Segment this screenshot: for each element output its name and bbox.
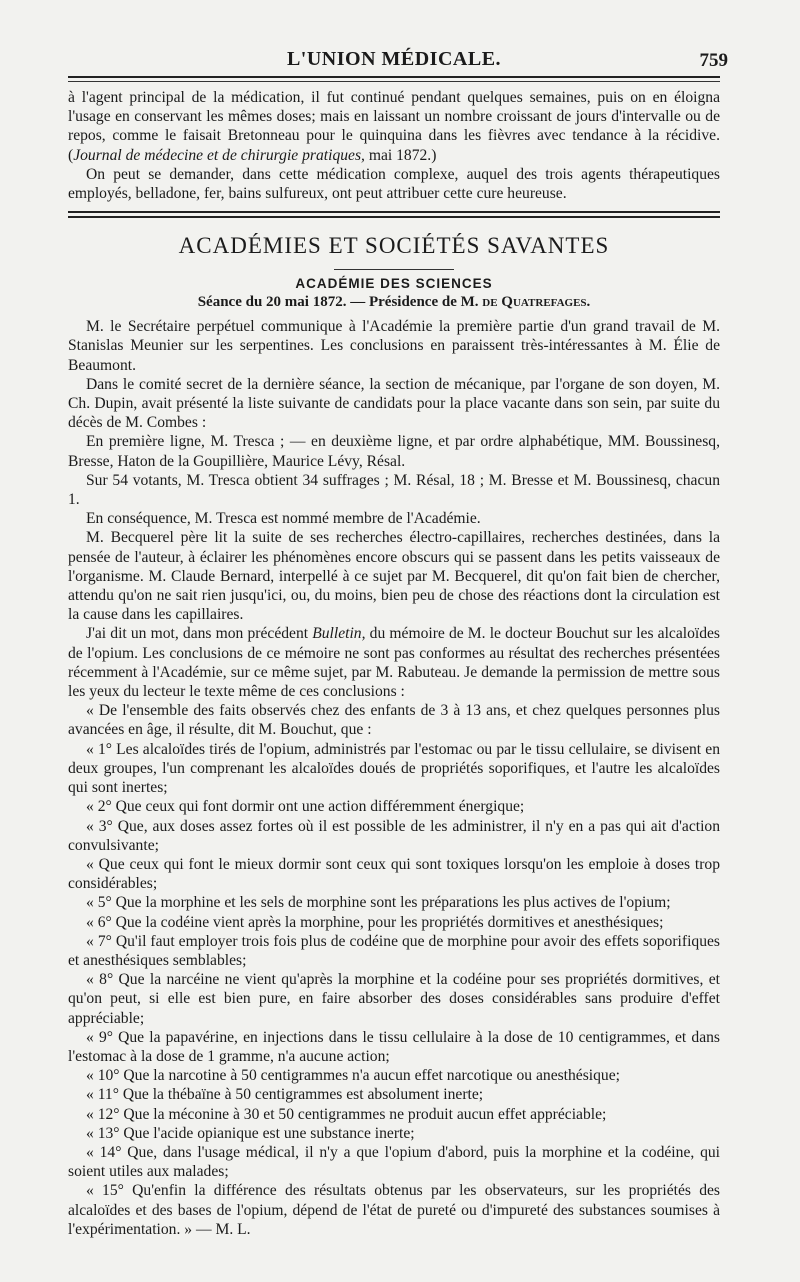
conclusion-item: « 1° Les alcaloïdes tirés de l'opium, administrés par l'estomac ou par le tissu cellulaire, se divisent en deux groupes, l'un comprenant les alcaloïdes doués de propriétés soporifiques, et l'autre les alcaloïdes qui sont inertes; xyxy=(68,740,720,797)
section-divider xyxy=(68,211,720,221)
bulletin-citation: Bulletin, xyxy=(312,625,366,643)
conclusion-item: « 11° Que la thébaïne à 50 centigrammes est absolument inerte; xyxy=(86,1086,484,1104)
conclusion-item: « 14° Que, dans l'usage médical, il n'y a que l'opium d'abord, puis la morphine et la codéine, qui soient utiles aux malades; xyxy=(68,1143,720,1181)
header-rule-thin xyxy=(68,81,720,82)
body-paragraph-1: M. le Secrétaire perpétuel communique à l'Académie la première partie d'un grand travail de M. Stanislas Meunier sur les serpentines. Les conclusions en paraissent très-intéressantes à M. Élie de Beaumont. xyxy=(68,318,720,374)
journal-title: L'UNION MÉDICALE. xyxy=(286,48,502,70)
president-name: de Quatrefages. xyxy=(482,294,591,311)
section-title-rule xyxy=(334,269,454,270)
academy-heading: ACADÉMIE DES SCIENCES xyxy=(295,276,493,292)
conclusion-item: « 15° Qu'enfin la différence des résultats obtenus par les observateurs, sur les propriétés des alcaloïdes et des bases de l'opium, dépend de l'état de pureté ou d'impureté des substances soumises à l'expérimentation. » — M. L. xyxy=(68,1182,720,1238)
body-paragraph-8: « De l'ensemble des faits observés chez des enfants de 3 à 13 ans, et chez quelques personnes plus avancées en âge, il résulte, dit M. Bouchut, que : xyxy=(68,702,720,739)
running-head xyxy=(68,40,728,76)
conclusion-item: « 5° Que la morphine et les sels de morphine sont les préparations les plus actives de l'opium; xyxy=(86,894,671,912)
conclusion-item: « 2° Que ceux qui font dormir ont une action différemment énergique; xyxy=(86,798,525,816)
intro-paragraph-2: On peut se demander, dans cette médication complexe, auquel des trois agents thérapeutiques employés, belladone, fer, bains sulfureux, ont peut attribuer cette cure heureuse. xyxy=(68,165,720,203)
body-paragraph-3: En première ligne, M. Tresca ; — en deuxième ligne, et par ordre alphabétique, MM. Boussinesq, Bresse, Haton de la Goupillière, Maurice Lévy, Résal. xyxy=(68,433,720,470)
body-paragraph-2: Dans le comité secret de la dernière séance, la section de mécanique, par l'organe de son doyen, M. Ch. Dupin, avait présenté la liste suivante de candidats pour la place vacante dans son sein, par suite du décès de M. Combes : xyxy=(68,375,720,432)
body-paragraph-7: J'ai dit un mot, dans mon précédent Bulletin, du mémoire de M. le docteur Bouchut sur les alcaloïdes de l'opium. Les conclusions de ce mémoire ne sont pas conformes au résultat des recherches présentées récemment à l'Académie, sur ce même sujet, par M. Rabuteau. Je demande la permission de mettre sous les yeux du lecteur le texte même de ces conclusions : xyxy=(68,625,720,701)
body-paragraph-5: En conséquence, M. Tresca est nommé membre de l'Académie. xyxy=(86,510,481,528)
conclusion-item: « 7° Qu'il faut employer trois fois plus de codéine que de morphine pour avoir des effets soporifiques et anesthésiques semblables; xyxy=(68,932,720,969)
conclusion-item: « 13° Que l'acide opianique est une substance inerte; xyxy=(86,1124,415,1142)
session-line: Séance du 20 mai 1872. — Présidence de M. de Quatrefages. xyxy=(197,294,591,311)
page-number: 759 xyxy=(699,50,728,71)
conclusion-item: « 8° Que la narcéine ne vient qu'après la morphine et la codéine pour ses propriétés dormitives, et qu'on peut, si elle est bien pure, en faire absorber des doses considérables sans produire d'effet appréciable; xyxy=(68,971,720,1027)
conclusion-item: « 10° Que la narcotine à 50 centigrammes n'a aucun effet narcotique ou anesthésique; xyxy=(86,1067,620,1085)
conclusion-item: « 12° Que la méconine à 30 et 50 centigrammes ne produit aucun effet appréciable; xyxy=(86,1105,607,1123)
conclusion-item: « 9° Que la papavérine, en injections dans le tissu cellulaire à la dose de 10 centigrammes, et dans l'estomac à la dose de 1 gramme, n'a aucune action; xyxy=(68,1028,720,1065)
body-paragraph-6: M. Becquerel père lit la suite de ses recherches électro-capillaires, recherches destinées, dans la pensée de l'auteur, à éclairer les phénomènes encore obscurs qui se passent dans les petits vaisseaux de l'organisme. M. Claude Bernard, interpellé à ce sujet par M. Becquerel, dit qu'on fait bien de chercher, attendu qu'on ne sait rien jusqu'ici, ou, du moins, bien peu de chose des réactions dont la circulation est la cause dans les capillaires. xyxy=(68,529,720,624)
journal-citation: Journal de médecine et de chirurgie pratiques, xyxy=(73,146,365,164)
intro-paragraph-1: à l'agent principal de la médication, il fut continué pendant quelques semaines, puis on en éloigna l'usage en conservant les mêmes doses; mais en laissant un nombre croissant de jours d'intervalle ou de repos, comme le faisait Bretonneau pour le quinquina dans les fièvres avec tendance à la récidive. (Journal de médecine et de chirurgie pratiques, mai 1872.) xyxy=(68,89,720,164)
header-rule xyxy=(68,76,720,78)
body-paragraph-4: Sur 54 votants, M. Tresca obtient 34 suffrages ; M. Résal, 18 ; M. Bresse et M. Boussinesq, chacun 1. xyxy=(68,471,720,509)
section-title: ACADÉMIES ET SOCIÉTÉS SAVANTES xyxy=(178,233,610,259)
conclusion-item: « 3° Que, aux doses assez fortes où il est possible de les administrer, il n'y en a pas qui ait d'action convulsivante; xyxy=(68,817,720,854)
conclusion-item: « 6° Que la codéine vient après la morphine, pour les propriétés dormitives et anesthésiques; xyxy=(86,913,664,931)
conclusion-item: « Que ceux qui font le mieux dormir sont ceux qui sont toxiques lorsqu'on les emploie à doses trop considérables; xyxy=(68,855,720,893)
